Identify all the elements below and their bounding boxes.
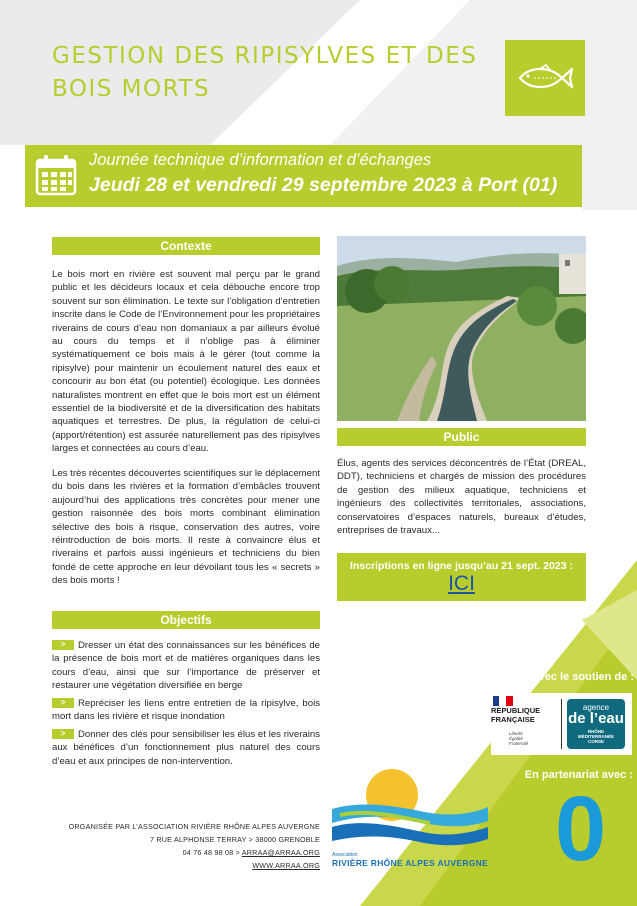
public-text: Élus, agents des services déconcentrés de l’État (DREAL, DDT), techniciens et chargés de mission des procédures de gestion des milieux aquatique, techniciens et ingénieurs des collectivités territoriales, associations, conservatoires d’espaces naturels, bureaux d’études, entreprises de travaux... (337, 458, 586, 537)
inscriptions-text: Inscriptions en ligne jusqu’au 21 sept. 2023 : (350, 560, 573, 572)
partenariat-label: En partenariat avec : (524, 769, 633, 781)
bullet-arrow-icon: > (52, 640, 74, 650)
header-icon-box (505, 40, 585, 116)
objectifs-heading: Objectifs (52, 611, 320, 629)
republique-francaise-logo: RÉPUBLIQUE FRANÇAISE (491, 706, 541, 724)
footer-website-row (252, 861, 320, 870)
event-date-place: Jeudi 28 et vendredi 29 septembre 2023 à Port (01) (89, 174, 558, 196)
footer-website-link[interactable]: WWW.ARRAA.ORG (252, 861, 320, 870)
objectif-item (52, 728, 320, 768)
objectif-item (52, 697, 320, 724)
bullet-arrow-icon: > (52, 698, 74, 708)
assoc-small-label: Association (332, 852, 358, 858)
inscriptions-box (337, 553, 586, 601)
footer-contact (183, 848, 320, 857)
fish-icon (516, 63, 574, 93)
objectif-text: Donner des clés pour sensibiliser les élus et les riverains aux bénéfices d’un fonctionnement plus naturel des cours d’eau et aux principes de non-intervention. (52, 729, 320, 767)
logo-divider (561, 699, 562, 749)
marianne-logo-icon (493, 696, 513, 706)
objectif-text: Repréciser les liens entre entretien de la ripisylve, bois mort dans les rivière et risque inondation (52, 698, 320, 723)
partner-logos (491, 693, 632, 755)
contexte-heading: Contexte (52, 237, 320, 255)
event-subtitle: Journée technique d’information et d’échanges (89, 151, 432, 169)
contexte-paragraph-2: Les très récentes découvertes scientifiques sur le déplacement du bois dans les rivières et la formation d’embâcles trouvent aujourd’hui des applications très concrètes pour mener une gestion raisonnée des bois morts combinant élimination sélective des bois à risque, conservation des autres, voire réintroduction de bois morts. Il reste à convaincre élus et riverains et parfois aussi ingénieurs et techniciens du bien fondé de cette approche en leur dévoilant tous les « secrets » des bois morts ! (52, 468, 320, 587)
footer-address: 7 RUE ALPHONSE TERRAY > 38000 GRENOBLE (150, 835, 320, 844)
page-title: GESTION DES RIPISYLVES ET DES BOIS MORTS (52, 43, 478, 102)
assoc-name: RIVIÈRE RHÔNE ALPES AUVERGNE (332, 858, 489, 868)
footer-organiser: ORGANISÉE PAR L’ASSOCIATION RIVIÈRE RHÔNE ALPES AUVERGNE (68, 822, 320, 831)
public-heading: Public (337, 428, 586, 446)
footer-phone: 04 76 48 98 08 > (182, 848, 242, 857)
calendar-icon (33, 153, 79, 199)
objectif-item (52, 639, 320, 693)
bullet-arrow-icon: > (52, 729, 74, 739)
zero-partner-logo: 0 (555, 778, 607, 880)
agence-eau-logo: agence de l’eau RHÔNE MÉDITERRANÉE CORSE (567, 699, 625, 749)
contexte-paragraph-1: Le bois mort en rivière est souvent mal perçu par le grand public et les décideurs locaux et cela débouche encore trop souvent sur son élimination. Le texte sur l’obligation d’entretien inscrite dans le Code de l’Environnement pour les propriétaires riverains de cours d’eau non domaniaux a par ailleurs évolué au cours du temps et il n’oblige pas à éliminer systématiquement ce bois mais à le gérer (tout comme la ripisylve) pour maintenir un écoulement naturel des eaux et concourir au bon état (ou potentiel) écologique. Les données naturalistes montrent en effet que le bois mort est un élément essentiel de la biodiversité et de la diversification des habitats aquatiques et terrestres. De plus, la régulation de celui-ci (apport/rétention) est assurée naturellement pas des ripisylves larges et connectées au cours d’eau. (52, 269, 320, 455)
objectif-text: Dresser un état des connaissances sur les bénéfices de la présence de bois mort et de matières organiques dans les cours d’eau, ainsi que sur l’importance de préserver et restaurer une végétation diversifiée en berge (52, 640, 320, 692)
river-photo (337, 236, 586, 421)
event-banner (25, 145, 582, 207)
republique-motto: Liberté Égalité Fraternité (509, 731, 529, 746)
soutien-label: Avec le soutien de : (531, 671, 634, 683)
footer-email-link[interactable]: ARRAA@ARRAA.ORG (241, 848, 320, 857)
inscriptions-link[interactable]: ICI (448, 572, 475, 595)
